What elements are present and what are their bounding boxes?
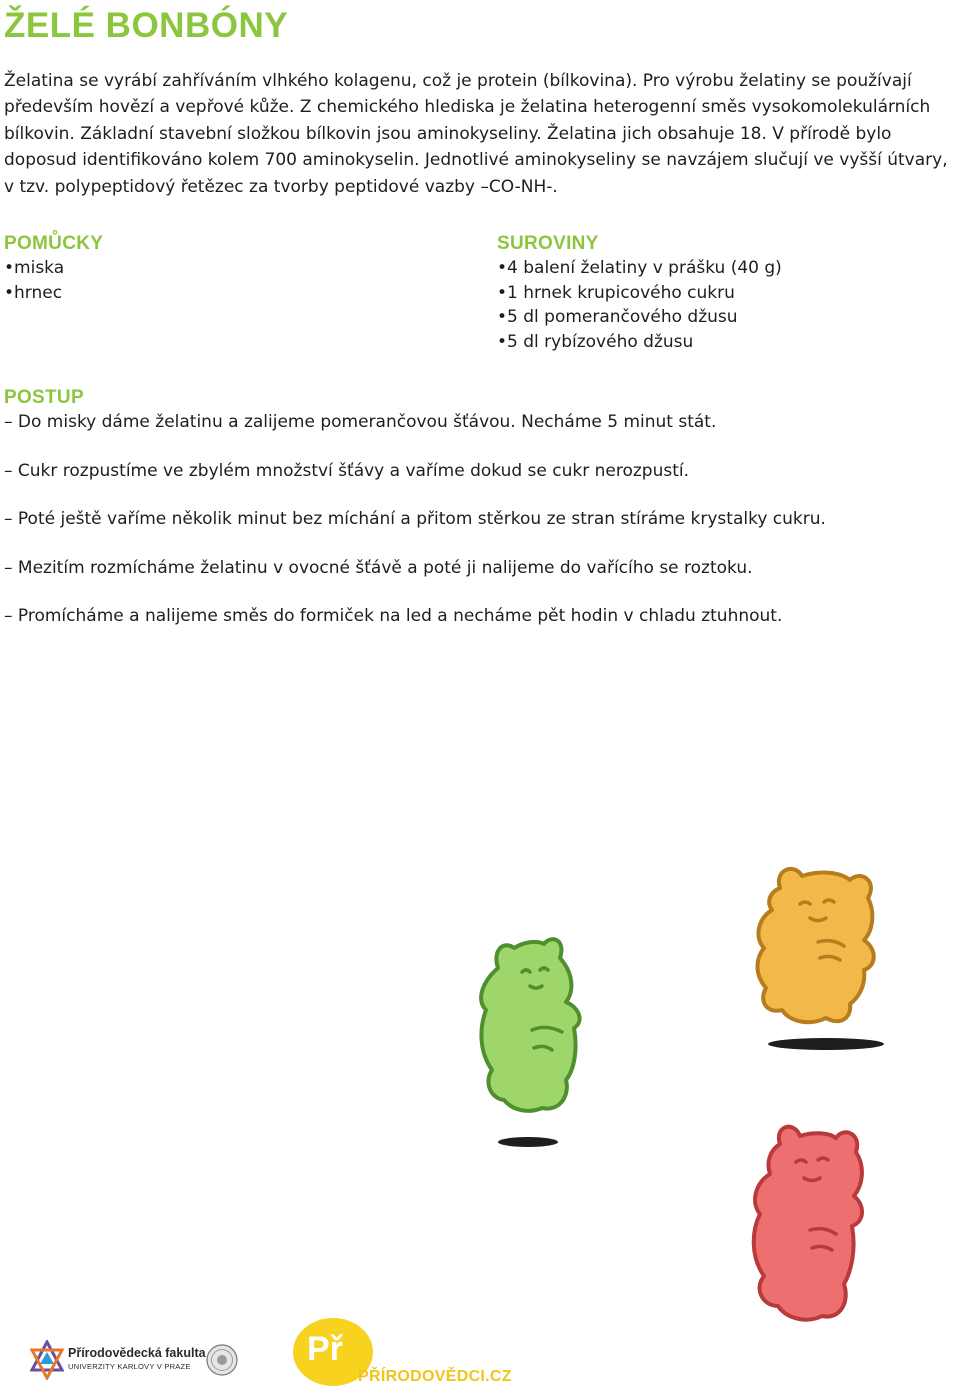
procedure-steps [4,410,956,653]
university-name: UNIVERZITY KARLOVY V PRAZE [68,1362,191,1371]
university-seal-icon [206,1344,238,1376]
faculty-emblem-icon [30,1340,64,1380]
green-gummy-bear-illustration [470,930,600,1150]
list-item: • miska [4,256,444,281]
procedure-step: – Promícháme a nalijeme směs do formiček na led a necháme pět hodin v chladu ztuhnout. [4,606,783,627]
list-item: • 5 dl pomerančového džusu [497,305,937,330]
tools-section [4,232,444,305]
ingredients-section [497,232,937,354]
procedure-step: – Cukr rozpustíme ve zbylém množství šťávy a vaříme dokud se cukr nerozpustí. [4,460,690,481]
tools-heading: POMŮCKY [4,233,104,254]
faculty-logo [30,1340,245,1382]
procedure-step: – Mezitím rozmícháme želatinu v ovocné šťávě a poté ji nalijeme do vařícího se roztoku. [4,557,753,578]
page-title: ŽELÉ BONBÓNY [4,6,289,45]
ingredients-list [497,256,937,354]
bear-shadow [498,1137,558,1147]
bear-shadow [768,1038,884,1050]
list-item: • 1 hrnek krupicového cukru [497,281,937,306]
list-item: • 5 dl rybízového džusu [497,330,937,355]
intro-paragraph: Želatina se vyrábí zahříváním vlhkého kolagenu, což je protein (bílkovina). Pro výrobu želatiny se používají především hovězí a vepřové kůže. Z chemického hlediska je želatina heterogenní směs vysokomolekulárních bílkovin. Základní stavební složkou bílkovin jsou aminokyseliny. Želatina jich obsahuje 18. V přírodě bylo doposud identifikováno kolem 700 aminokyselin. Jednotlivé aminokyseliny se navzájem slučují ve vyšší útvary, v tzv. polypeptidový řetězec za tvorby peptidové vazby –CO-NH-. [4,71,948,197]
tools-list [4,256,444,305]
procedure-step: – Poté ještě vaříme několik minut bez míchání a přitom stěrkou ze stran stíráme krystalky cukru. [4,509,826,530]
orange-gummy-bear-illustration [740,858,890,1058]
site-link[interactable]: PŘÍRODOVĚDCI.CZ [358,1368,512,1385]
procedure-heading: POSTUP [4,387,84,408]
ingredients-heading: SUROVINY [497,233,599,254]
badge-label: Př [307,1330,343,1368]
list-item: • 4 balení želatiny v prášku (40 g) [497,256,937,281]
procedure-step: – Do misky dáme želatinu a zalijeme pomerančovou šťávou. Necháme 5 minut stát. [4,412,717,432]
faculty-name: Přírodovědecká fakulta [68,1346,206,1360]
list-item: • hrnec [4,281,444,306]
red-gummy-bear-illustration [740,1120,880,1370]
